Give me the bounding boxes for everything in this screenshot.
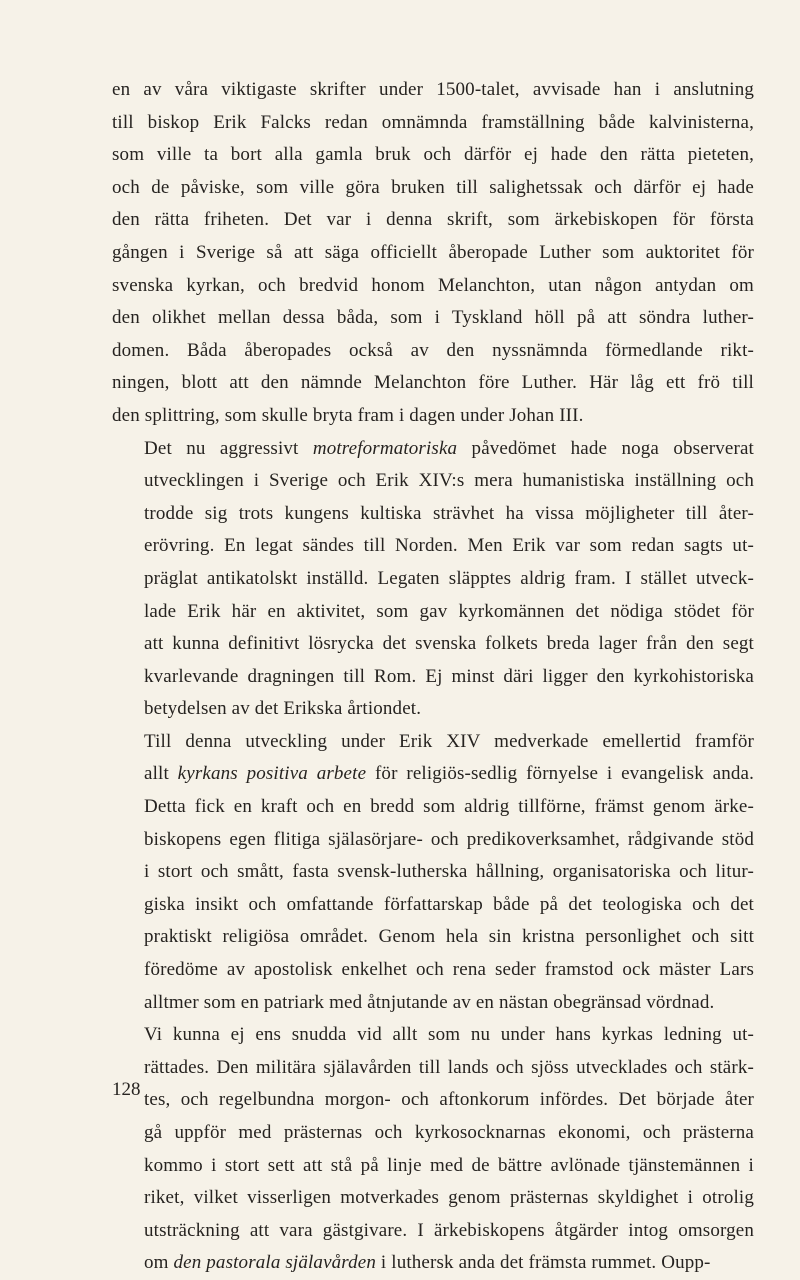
text-line	[112, 628, 754, 661]
body-text	[112, 74, 754, 1280]
text-run: föredöme av apostolisk enkelhet och rena seder framstod ock mäster Lars	[144, 959, 754, 981]
text-run: en av våra viktigaste skrifter under 1500-talet, avvisade han i anslutning	[112, 79, 754, 100]
text-run: den rätta friheten. Det var i denna skrift, som ärkebiskopen för första	[112, 209, 754, 231]
text-run: domen. Båda åberopades också av den nyssnämnda förmedlande rikt-	[112, 339, 754, 361]
text-run: Till denna utveckling under Erik XIV medverkade emellertid framför	[144, 730, 754, 752]
text-line	[112, 987, 754, 1020]
text-run: erövring. En legat sändes till Norden. Men Erik var som redan sagts ut-	[144, 535, 754, 557]
text-run: rättades. Den militära själavården till lands och sjöss utvecklades och stärk-	[144, 1056, 754, 1078]
text-run: trodde sig trots kungens kultiska strävhet ha vissa möjligheter till åter-	[144, 502, 754, 524]
text-line	[112, 237, 754, 270]
paragraph	[112, 1019, 754, 1280]
text-run: Detta fick en kraft och en bredd som aldrig tillförne, främst genom ärke-	[144, 796, 754, 818]
italic-phrase: den pastorala själavården	[173, 1252, 377, 1274]
text-line	[112, 367, 754, 400]
text-line	[112, 172, 754, 205]
text-run: för religiös-sedlig förnyelse i evangelisk anda.	[366, 763, 754, 785]
text-run: lade Erik här en aktivitet, som gav kyrkomännen det nödiga stödet för	[144, 600, 754, 622]
text-run: riket, vilket visserligen motverkades genom prästernas skyldighet i otrolig	[144, 1187, 754, 1209]
text-line	[112, 465, 754, 498]
text-run: den splittring, som skulle bryta fram i dagen under Johan III.	[112, 404, 584, 426]
text-line	[112, 530, 754, 563]
text-line	[112, 74, 754, 107]
text-run: om	[144, 1252, 174, 1274]
text-run: präglat antikatolskt inställd. Legaten släpptes aldrig fram. I stället utveck-	[144, 567, 754, 589]
text-line	[112, 1215, 754, 1248]
text-run: Det nu aggressivt	[144, 437, 313, 459]
text-run: till biskop Erik Falcks redan omnämnda framställning både kalvinisterna,	[112, 111, 754, 133]
text-line	[112, 1019, 754, 1052]
text-line	[112, 433, 754, 466]
text-line	[112, 1052, 754, 1085]
text-run: gången i Sverige så att säga officiellt åberopade Luther som auktoritet för	[112, 241, 754, 263]
paragraph	[112, 433, 754, 726]
text-line	[112, 204, 754, 237]
text-line	[112, 139, 754, 172]
text-line	[112, 335, 754, 368]
text-line	[112, 1117, 754, 1150]
text-run: tes, och regelbundna morgon- och aftonkorum infördes. Det började åter	[144, 1089, 754, 1111]
text-run: biskopens egen flitiga själasörjare- och predikoverksamhet, rådgivande stöd	[144, 828, 754, 850]
text-run: utvecklingen i Sverige och Erik XIV:s mera humanistiska inställning och	[144, 470, 754, 492]
text-line	[112, 758, 754, 791]
text-line	[112, 596, 754, 629]
text-run: och de påviske, som ville göra bruken till salighetssak och därför ej hade	[112, 176, 754, 198]
text-line	[112, 1150, 754, 1183]
italic-phrase: kyrkans positiva arbete	[177, 763, 367, 785]
text-line	[112, 400, 754, 433]
text-run: i luthersk anda det främsta rummet. Oupp-	[376, 1252, 711, 1274]
text-line	[112, 1182, 754, 1215]
text-run: allt	[144, 763, 178, 785]
text-run: i stort och smått, fasta svensk-lutherska hållning, organisatoriska och litur-	[144, 861, 754, 883]
text-line	[112, 498, 754, 531]
text-line	[112, 791, 754, 824]
text-run: den olikhet mellan dessa båda, som i Tyskland höll på att söndra luther-	[112, 307, 754, 329]
text-line	[112, 824, 754, 857]
text-line	[112, 563, 754, 596]
text-run: kvarlevande dragningen till Rom. Ej minst däri ligger den kyrkohistoriska	[144, 665, 754, 687]
paragraph	[112, 726, 754, 1019]
text-run: alltmer som en patriark med åtnjutande av en nästan obegränsad vördnad.	[144, 991, 715, 1013]
text-run: praktiskt religiösa området. Genom hela sin kristna personlighet och sitt	[144, 926, 754, 948]
text-run: ningen, blott att den nämnde Melanchton före Luther. Här låg ett frö till	[112, 372, 754, 394]
text-run: Vi kunna ej ens snudda vid allt som nu under hans kyrkas ledning ut-	[144, 1024, 754, 1046]
text-run: att kunna definitivt lösrycka det svenska folkets breda lager från den segt	[144, 633, 754, 655]
text-line	[112, 661, 754, 694]
text-run: påvedömet hade noga observerat	[457, 437, 754, 459]
text-line	[112, 726, 754, 759]
italic-phrase: motreformatoriska	[312, 437, 458, 459]
text-line	[112, 856, 754, 889]
text-line	[112, 921, 754, 954]
text-line	[112, 889, 754, 922]
text-line	[112, 1247, 754, 1280]
text-run: giska insikt och omfattande författarskap både på det teologiska och det	[144, 893, 754, 915]
text-run: kommo i stort sett att stå på linje med de bättre avlönade tjänstemännen i	[144, 1154, 754, 1176]
page-number: 128	[112, 1079, 141, 1100]
text-run: betydelsen av det Erikska årtiondet.	[144, 698, 422, 720]
text-line	[112, 270, 754, 303]
text-run: som ville ta bort alla gamla bruk och därför ej hade den rätta pieteten,	[112, 144, 754, 166]
text-run: gå uppför med prästernas och kyrkosocknarnas ekonomi, och prästerna	[144, 1122, 754, 1143]
text-line	[112, 302, 754, 335]
text-run: utsträckning att vara gästgivare. I ärkebiskopens åtgärder intog omsorgen	[144, 1219, 754, 1241]
text-line	[112, 1084, 754, 1117]
paragraph	[112, 74, 754, 433]
text-line	[112, 954, 754, 987]
text-run: svenska kyrkan, och bredvid honom Melanchton, utan någon antydan om	[112, 274, 754, 296]
text-line	[112, 693, 754, 726]
text-line	[112, 107, 754, 140]
